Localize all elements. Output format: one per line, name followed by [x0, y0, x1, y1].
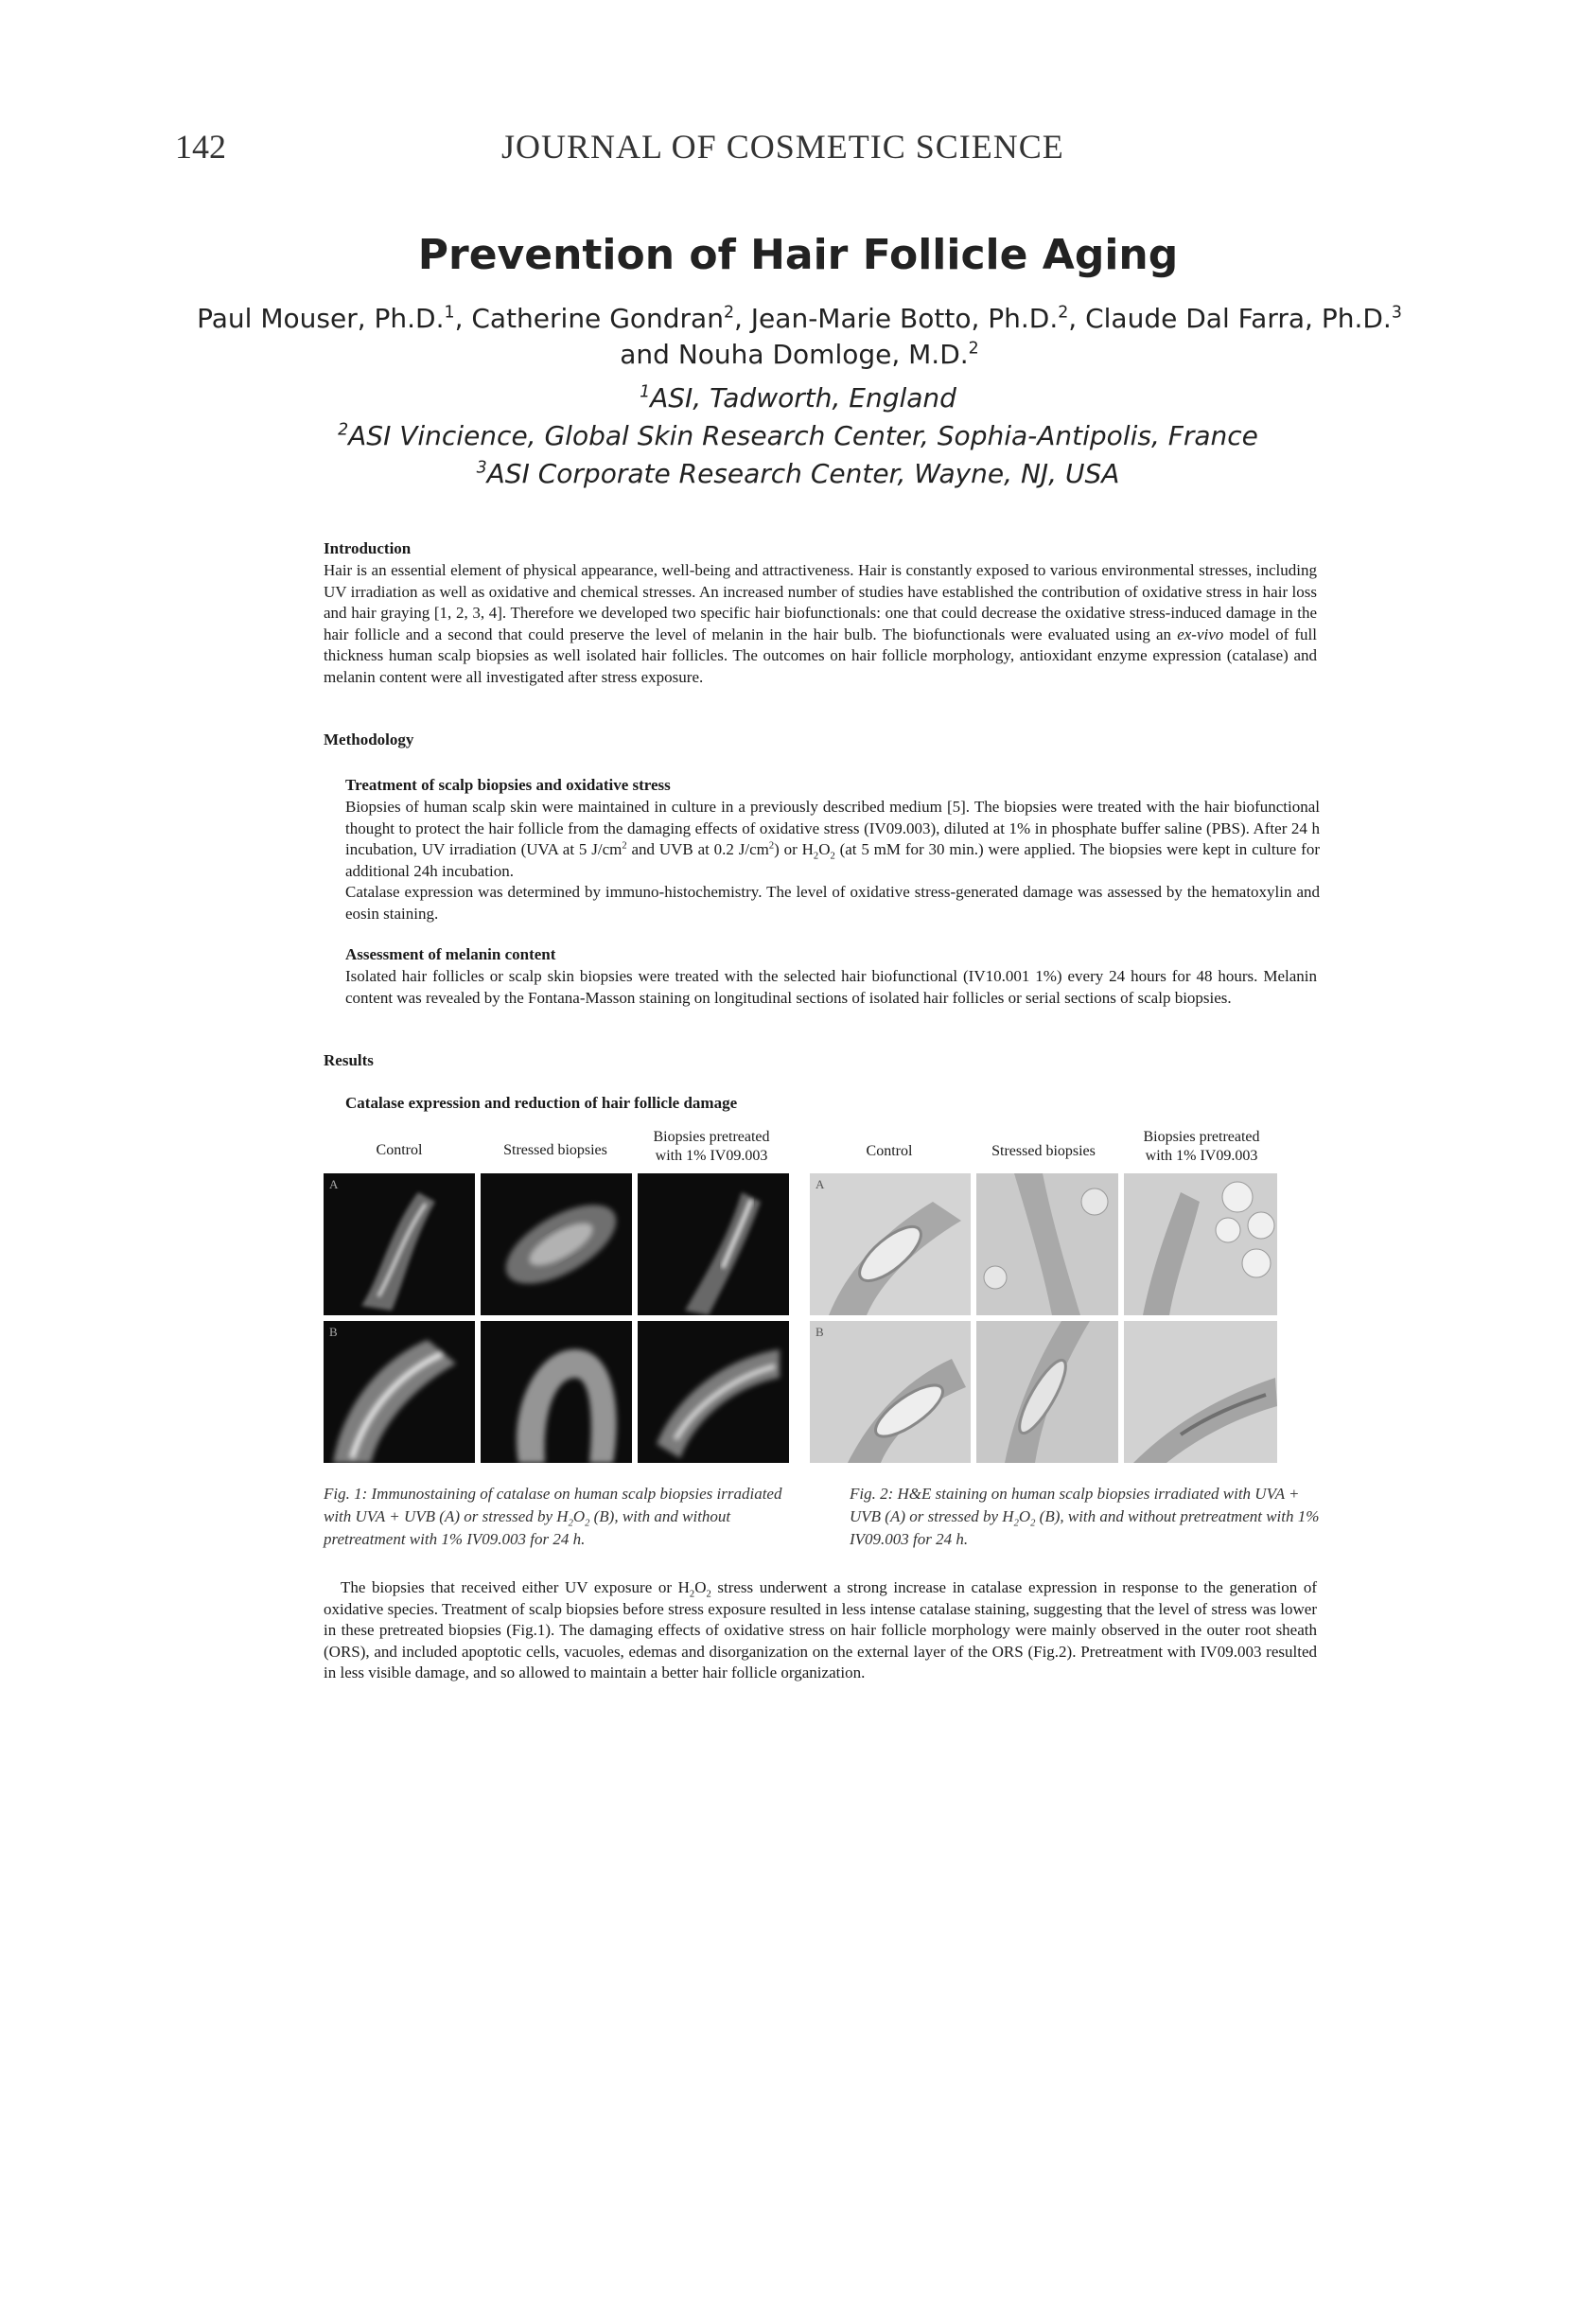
affiliation-marker: 3 — [476, 458, 487, 478]
fig2-col-stressed: Stressed biopsies — [991, 1143, 1096, 1159]
text-run: The biopsies that received either UV exposure or H — [341, 1578, 690, 1596]
text-run: Biopsies of human scalp skin were maintained in culture in a previously described medium [5]. The biopsies were treated with the hair biofunctional thought to protect the hair follicle from the damaging effects of oxidative stress (IV09.003), diluted at 1% in phosphate buffer saline (PBS). After 24 h incubation, UV irradiation (UVA at 5 J/cm — [345, 798, 1320, 858]
text-run: model of full thickness human scalp biopsies as well isolated hair follicles. The outcomes on hair follicle morphology, antioxidant enzyme expression (catalase) and melanin content were all investigated after stress exposure. — [324, 625, 1317, 686]
fig1-panel-b-stressed — [481, 1321, 632, 1463]
label-line: Biopsies pretreated — [653, 1129, 770, 1145]
author-name: and Nouha Domloge, M.D. — [620, 339, 969, 370]
text-run: Hair is an essential element of physical appearance, well-being and attractiveness. Hair is constantly exposed to various environmental stresses, including UV irradiation as well as oxidative and chemical stresses. An increased number of studies have established the contribution of oxidative stress in hair loss and hair graying [1, 2, 3, 4]. Therefore we developed two specific hair biofunctionals: one that could decrease the oxidative stress-induced damage in the hair follicle and a second that could preserve the level of melanin in the hair bulb. The biofunctionals were evaluated using an — [324, 561, 1317, 643]
text-run: (at 5 mM for 30 min.) were applied. The biopsies were kept in culture for additional 24h incubation. — [345, 840, 1320, 880]
affiliation-text: ASI Vincience, Global Skin Research Center, Sophia-Antipolis, France — [348, 420, 1258, 451]
fig1-col-control: Control — [376, 1142, 423, 1158]
text-run-italic: ex-vivo — [1177, 625, 1224, 643]
text-run: and UVB at 0.2 J/cm — [626, 840, 769, 858]
subscript: 2 — [1013, 1518, 1019, 1529]
methodology-heading: Methodology — [324, 731, 414, 748]
melanin-subheading: Assessment of melanin content — [345, 945, 556, 963]
fig1-panel-a-control — [324, 1173, 475, 1315]
micrograph-image — [1124, 1321, 1277, 1463]
text-run: stress underwent a strong increase in catalase expression in response to the generation of oxidative species. Treatment of scalp biopsies before stress exposure resulted in less intense catalase staining, suggesting that the level of stress was lower in these pretreated biopsies (Fig.1). The damaging effects of oxidative stress on hair follicle morphology were mainly observed in the outer root sheath (ORS), and included apoptotic cells, vacuoles, edemas and disorganization on the external layer of the ORS (Fig.2). Pretreatment with IV09.003 resulted in less visible damage, and so allowed to maintain a better hair follicle organization. — [324, 1578, 1317, 1681]
affiliation-1 — [0, 382, 1596, 414]
subscript: 2 — [813, 851, 819, 862]
micrograph-image — [481, 1321, 632, 1463]
text-run: O — [572, 1507, 586, 1525]
fig2-col-control: Control — [866, 1143, 913, 1159]
fig1-panel-a-stressed — [481, 1173, 632, 1315]
row-letter-a: A — [329, 1177, 339, 1191]
micrograph-image — [976, 1173, 1118, 1315]
caption-label: Fig. 1 — [324, 1485, 362, 1503]
treatment-subheading: Treatment of scalp biopsies and oxidative stress — [345, 776, 671, 794]
fig2-panel-a-pretreated — [1124, 1173, 1277, 1315]
page-number: 142 — [175, 128, 226, 166]
fig2-col-pretreated — [1126, 1128, 1277, 1166]
melanin-paragraph — [324, 966, 1317, 1009]
figure-2-caption — [850, 1483, 1323, 1551]
affiliation-text: ASI, Tadworth, England — [650, 382, 956, 414]
superscript: 2 — [622, 840, 627, 852]
fig1-col-stressed: Stressed biopsies — [503, 1142, 607, 1158]
affiliation-marker: 2 — [1058, 303, 1069, 323]
fig2-panel-b-pretreated — [1124, 1321, 1277, 1463]
micrograph-image — [638, 1173, 789, 1315]
subscript: 2 — [689, 1589, 695, 1600]
text-run: Isolated hair follicles or scalp skin biopsies were treated with the selected hair biofunctional (IV10.001 1%) every 24 hours for 48 hours. Melanin content was revealed by the Fontana-Masson staining on longitudinal sections of isolated hair follicles or serial sections of scalp biopsies. — [345, 967, 1317, 1007]
row-letter-a: A — [816, 1177, 825, 1191]
author-name: Paul Mouser, Ph.D. — [197, 303, 445, 334]
fig2-panel-b-control — [810, 1321, 971, 1463]
text-run: (B), with and without pretreatment with 1% IV09.003 for 24 h. — [850, 1507, 1320, 1548]
affiliation-marker: 2 — [338, 420, 349, 440]
micrograph-image — [638, 1321, 789, 1463]
text-run: : H&E staining on human scalp biopsies irradiated with UVA + UVB (A) or stressed by H — [850, 1485, 1300, 1525]
text-run: Catalase expression was determined by immuno-histochemistry. The level of oxidative stress-generated damage was assessed by the hematoxylin and eosin staining. — [345, 883, 1320, 923]
row-letter-b: B — [329, 1325, 338, 1339]
micrograph-image — [481, 1173, 632, 1315]
text-run: O — [1018, 1507, 1031, 1525]
micrograph-image — [1124, 1173, 1277, 1315]
affiliation-marker: 3 — [1391, 303, 1402, 323]
fig1-panel-a-pretreated — [638, 1173, 789, 1315]
introduction-heading: Introduction — [324, 539, 412, 557]
row-letter-b: B — [816, 1325, 824, 1339]
fig1-panel-b-control — [324, 1321, 475, 1463]
results-paragraph — [324, 1577, 1317, 1684]
micrograph-image — [810, 1321, 971, 1463]
fig2-panel-b-stressed — [976, 1321, 1118, 1463]
fig1-col-pretreated — [636, 1128, 787, 1166]
micrograph-image — [976, 1321, 1118, 1463]
author-name: , Claude Dal Farra, Ph.D. — [1068, 303, 1392, 334]
text-run: O — [818, 840, 831, 858]
subscript: 2 — [1030, 1518, 1036, 1529]
introduction-paragraph — [324, 560, 1317, 688]
fig1-panel-b-pretreated — [638, 1321, 789, 1463]
micrograph-image — [810, 1173, 971, 1315]
journal-name: JOURNAL OF COSMETIC SCIENCE — [501, 128, 1064, 166]
caption-label: Fig. 2 — [850, 1485, 888, 1503]
catalase-subheading: Catalase expression and reduction of hair follicle damage — [345, 1094, 738, 1112]
affiliation-marker: 1 — [640, 382, 651, 402]
subscript: 2 — [706, 1589, 711, 1600]
affiliation-3 — [0, 458, 1596, 489]
text-run: (B), with and without pretreatment with 1% IV09.003 for 24 h. — [324, 1507, 731, 1548]
fig2-panel-a-stressed — [976, 1173, 1118, 1315]
results-heading: Results — [324, 1051, 374, 1069]
label-line: Biopsies pretreated — [1143, 1129, 1260, 1145]
figure-1-caption — [324, 1483, 797, 1551]
superscript: 2 — [768, 840, 775, 852]
author-name: , Jean-Marie Botto, Ph.D. — [734, 303, 1059, 334]
affiliation-text: ASI Corporate Research Center, Wayne, NJ, USA — [486, 458, 1120, 489]
author-list — [170, 301, 1429, 373]
text-run: ) or H — [774, 840, 814, 858]
text-run: : Immunostaining of catalase on human scalp biopsies irradiated with UVA + UVB (A) or stressed by H — [324, 1485, 782, 1525]
subscript: 2 — [830, 851, 835, 862]
fig2-panel-a-control — [810, 1173, 971, 1315]
affiliation-2 — [0, 420, 1596, 451]
micrograph-image — [324, 1321, 475, 1463]
subscript: 2 — [568, 1518, 573, 1529]
affiliation-marker: 1 — [444, 303, 455, 323]
text-run: O — [694, 1578, 707, 1596]
paper-title: Prevention of Hair Follicle Aging — [417, 231, 1179, 279]
affiliation-marker: 2 — [723, 303, 734, 323]
affiliation-marker: 2 — [968, 339, 979, 359]
subscript: 2 — [585, 1518, 590, 1529]
author-name: , Catherine Gondran — [454, 303, 724, 334]
treatment-paragraph — [345, 797, 1320, 924]
label-line: with 1% IV09.003 — [655, 1148, 768, 1164]
label-line: with 1% IV09.003 — [1145, 1148, 1258, 1164]
micrograph-image — [324, 1173, 475, 1315]
